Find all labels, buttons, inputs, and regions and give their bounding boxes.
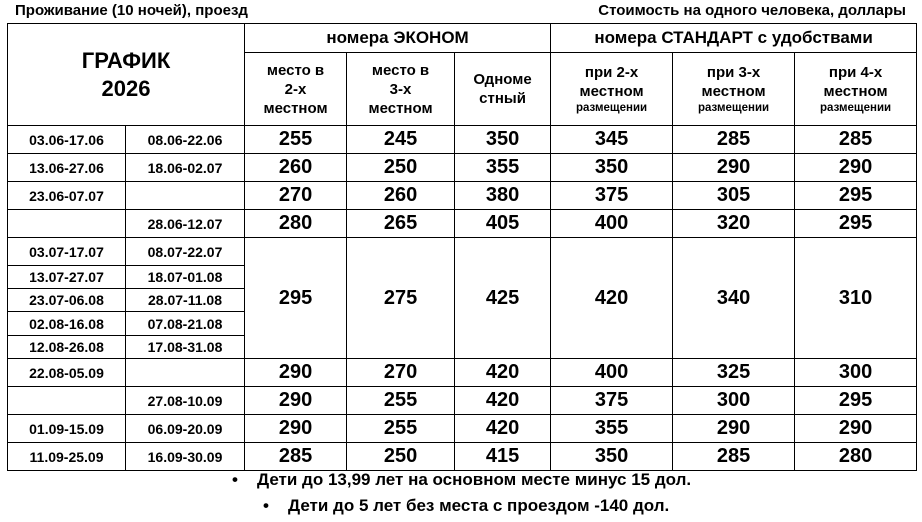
col-standard-quad-l1: при 4-х xyxy=(828,63,883,81)
bullet-icon: • xyxy=(232,470,238,489)
price-cell: 425 xyxy=(455,238,551,359)
price-cell: 405 xyxy=(455,210,551,238)
col-econom-single xyxy=(455,53,551,126)
price-cell: 260 xyxy=(245,154,347,182)
date-alt-cell: 16.09-30.09 xyxy=(126,443,245,471)
price-cell: 375 xyxy=(551,387,673,415)
col-standard-double-l3: размещении xyxy=(576,101,648,114)
price-table xyxy=(7,23,917,471)
price-cell: 295 xyxy=(245,238,347,359)
schedule-title xyxy=(8,24,245,126)
date-alt-cell: 08.06-22.06 xyxy=(126,126,245,154)
schedule-title-line2: 2026 xyxy=(101,75,151,101)
price-cell: 290 xyxy=(795,154,917,182)
note-children-5-text: Дети до 5 лет без места с проездом -140 дол. xyxy=(288,496,670,515)
price-cell: 380 xyxy=(455,182,551,210)
table-row xyxy=(8,210,917,238)
price-cell: 375 xyxy=(551,182,673,210)
price-cell: 265 xyxy=(347,210,455,238)
col-standard-double xyxy=(551,53,673,126)
col-standard-quad xyxy=(795,53,917,126)
date-alt-cell: 18.06-02.07 xyxy=(126,154,245,182)
price-cell: 290 xyxy=(673,154,795,182)
price-cell: 415 xyxy=(455,443,551,471)
table-row xyxy=(8,415,917,443)
price-cell: 350 xyxy=(551,443,673,471)
table-row xyxy=(8,359,917,387)
col-econom-double xyxy=(245,53,347,126)
table-row xyxy=(8,154,917,182)
price-cell: 350 xyxy=(551,154,673,182)
date-alt-cell: 28.06-12.07 xyxy=(126,210,245,238)
note-children-13-text: Дети до 13,99 лет на основном месте минус 15 дол. xyxy=(257,470,692,489)
note-children-5 xyxy=(263,496,669,516)
col-standard-quad-l3: размещении xyxy=(820,101,892,114)
date-alt-cell: 18.07-01.08 xyxy=(126,266,245,289)
price-cell: 325 xyxy=(673,359,795,387)
price-cell: 310 xyxy=(795,238,917,359)
price-cell: 270 xyxy=(347,359,455,387)
date-start-cell: 23.07-06.08 xyxy=(8,289,126,312)
col-econom-triple-l2: 3-х xyxy=(389,80,412,98)
price-cell: 400 xyxy=(551,210,673,238)
date-start-cell xyxy=(8,387,126,415)
date-start-cell: 22.08-05.09 xyxy=(8,359,126,387)
price-cell: 285 xyxy=(245,443,347,471)
col-econom-triple-l1: место в xyxy=(371,61,430,79)
col-standard-quad-l2: местном xyxy=(823,82,888,100)
col-econom-triple xyxy=(347,53,455,126)
price-cell: 400 xyxy=(551,359,673,387)
price-cell: 260 xyxy=(347,182,455,210)
bullet-icon: • xyxy=(263,496,269,515)
price-cell: 280 xyxy=(245,210,347,238)
price-cell: 250 xyxy=(347,154,455,182)
price-cell: 420 xyxy=(455,359,551,387)
price-cell: 295 xyxy=(795,210,917,238)
note-children-13 xyxy=(232,470,691,490)
standard-group-header: номера СТАНДАРТ с удобствами xyxy=(551,24,917,53)
price-cell: 255 xyxy=(347,415,455,443)
table-row xyxy=(8,182,917,210)
date-start-cell: 12.08-26.08 xyxy=(8,336,126,359)
price-cell: 420 xyxy=(455,415,551,443)
price-cell: 275 xyxy=(347,238,455,359)
econom-group-header: номера ЭКОНОМ xyxy=(245,24,551,53)
price-cell: 255 xyxy=(347,387,455,415)
date-alt-cell: 28.07-11.08 xyxy=(126,289,245,312)
table-row xyxy=(8,387,917,415)
date-alt-cell: 06.09-20.09 xyxy=(126,415,245,443)
date-start-cell: 03.06-17.06 xyxy=(8,126,126,154)
header-left-text: Проживание (10 ночей), проезд xyxy=(15,2,248,19)
price-cell: 255 xyxy=(245,126,347,154)
price-cell: 350 xyxy=(455,126,551,154)
header-right-text: Стоимость на одного человека, доллары xyxy=(598,2,906,19)
date-start-cell: 02.08-16.08 xyxy=(8,312,126,336)
price-cell: 285 xyxy=(795,126,917,154)
date-start-cell xyxy=(8,210,126,238)
price-cell: 340 xyxy=(673,238,795,359)
col-standard-triple xyxy=(673,53,795,126)
col-econom-double-l3: местном xyxy=(263,99,328,117)
price-cell: 290 xyxy=(245,415,347,443)
price-cell: 290 xyxy=(245,359,347,387)
col-econom-double-l2: 2-х xyxy=(284,80,307,98)
price-cell: 345 xyxy=(551,126,673,154)
col-standard-double-l1: при 2-х xyxy=(584,63,639,81)
date-start-cell: 03.07-17.07 xyxy=(8,238,126,266)
price-cell: 305 xyxy=(673,182,795,210)
table-row xyxy=(8,238,917,266)
price-cell: 290 xyxy=(245,387,347,415)
date-start-cell: 11.09-25.09 xyxy=(8,443,126,471)
table-row xyxy=(8,126,917,154)
date-alt-cell xyxy=(126,182,245,210)
col-econom-single-l2: стный xyxy=(479,90,526,107)
date-start-cell: 01.09-15.09 xyxy=(8,415,126,443)
price-cell: 280 xyxy=(795,443,917,471)
price-cell: 420 xyxy=(551,238,673,359)
price-cell: 245 xyxy=(347,126,455,154)
price-cell: 285 xyxy=(673,443,795,471)
price-cell: 295 xyxy=(795,387,917,415)
date-alt-cell: 17.08-31.08 xyxy=(126,336,245,359)
price-cell: 420 xyxy=(455,387,551,415)
col-econom-single-l1: Одноме xyxy=(473,71,532,88)
price-cell: 270 xyxy=(245,182,347,210)
price-cell: 290 xyxy=(795,415,917,443)
price-cell: 355 xyxy=(551,415,673,443)
price-cell: 300 xyxy=(673,387,795,415)
price-cell: 290 xyxy=(673,415,795,443)
date-start-cell: 13.07-27.07 xyxy=(8,266,126,289)
price-cell: 355 xyxy=(455,154,551,182)
price-cell: 295 xyxy=(795,182,917,210)
date-alt-cell: 08.07-22.07 xyxy=(126,238,245,266)
price-cell: 300 xyxy=(795,359,917,387)
date-alt-cell xyxy=(126,359,245,387)
col-standard-triple-l3: размещении xyxy=(698,101,770,114)
price-cell: 285 xyxy=(673,126,795,154)
col-standard-double-l2: местном xyxy=(579,82,644,100)
price-cell: 250 xyxy=(347,443,455,471)
col-econom-triple-l3: местном xyxy=(368,99,433,117)
col-standard-triple-l1: при 3-х xyxy=(706,63,761,81)
date-start-cell: 13.06-27.06 xyxy=(8,154,126,182)
schedule-title-line1: ГРАФИК xyxy=(81,47,171,73)
col-econom-double-l1: место в xyxy=(266,61,325,79)
date-alt-cell: 07.08-21.08 xyxy=(126,312,245,336)
col-standard-triple-l2: местном xyxy=(701,82,766,100)
table-row xyxy=(8,443,917,471)
date-alt-cell: 27.08-10.09 xyxy=(126,387,245,415)
price-cell: 320 xyxy=(673,210,795,238)
date-start-cell: 23.06-07.07 xyxy=(8,182,126,210)
